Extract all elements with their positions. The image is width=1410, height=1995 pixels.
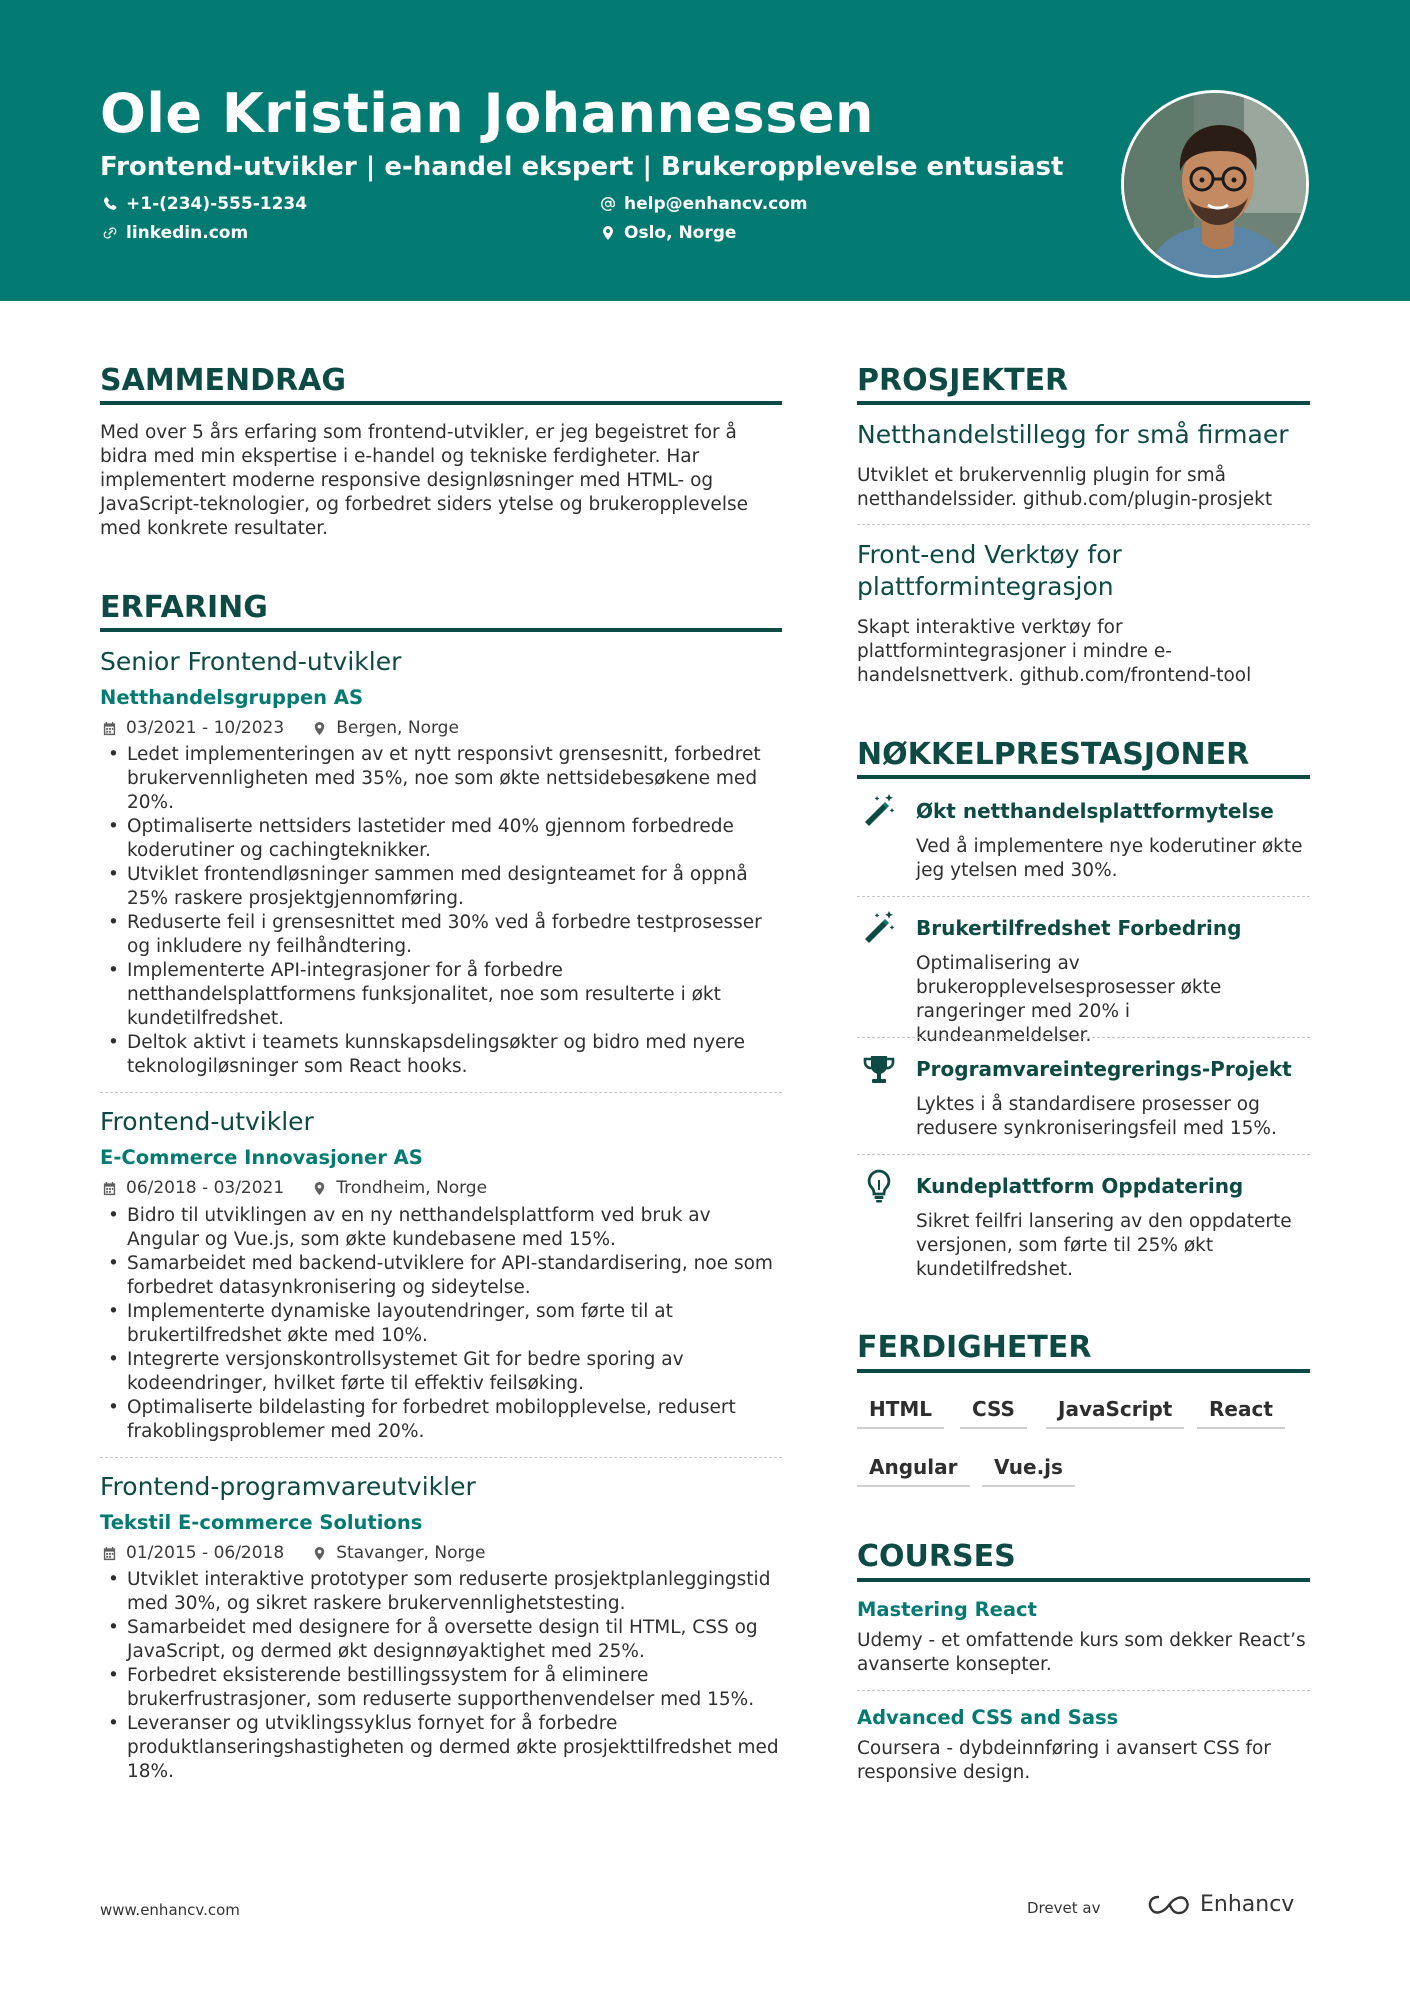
skill-tag: JavaScript <box>1046 1397 1184 1429</box>
location-pin-icon <box>312 1181 327 1196</box>
skill-tag: React <box>1197 1397 1285 1429</box>
experience-rule <box>100 628 782 632</box>
course-text: Coursera - dybdeinnføring i avansert CSS for responsive design. <box>857 1738 1271 1783</box>
job-dates: 06/2018 - 03/2021 <box>126 1178 285 1198</box>
courses-rule <box>857 1578 1310 1582</box>
list-item: • Samarbeidet med designere for å oversette design til HTML, CSS og JavaScript, og dermed økt designnøyaktighet med 25%. <box>100 1616 782 1664</box>
email-text: help@enhancv.com <box>624 194 808 214</box>
achievements-heading: NØKKELPRESTASJONER <box>857 737 1250 772</box>
contact-phone[interactable] <box>102 194 307 214</box>
contact-location <box>600 223 736 243</box>
achievement-text: Optimalisering av brukeropplevelsesprosesser økte rangeringer med 20% i kundeanmeldelser. <box>916 953 1222 1046</box>
footer-website-link[interactable]: www.enhancv.com <box>100 1901 240 1919</box>
job-title: Frontend-programvareutvikler <box>100 1472 476 1501</box>
profile-photo <box>1121 90 1309 278</box>
divider <box>857 1154 1310 1155</box>
list-item: • Optimaliserte nettsiders lastetider med 40% gjennom forbedrede koderutiner og cachingteknikker. <box>100 815 782 863</box>
achievement-title: Kundeplattform Oppdatering <box>916 1174 1244 1198</box>
job-company: Tekstil E-commerce Solutions <box>100 1511 423 1534</box>
candidate-headline: Frontend-utvikler | e-handel ekspert | Brukeropplevelse entusiast <box>100 152 1064 182</box>
achievement-text: Ved å implementere nye koderutiner økte jeg ytelsen med 30%. <box>916 836 1303 881</box>
job-bullets <box>100 1568 782 1784</box>
course-title: Advanced CSS and Sass <box>857 1706 1119 1729</box>
job-dates: 03/2021 - 10/2023 <box>126 718 285 738</box>
divider <box>857 1037 1310 1038</box>
summary-rule <box>100 401 782 405</box>
location-pin-icon <box>312 721 327 736</box>
job-meta <box>102 1543 485 1563</box>
header-banner <box>0 0 1410 301</box>
location-text: Oslo, Norge <box>624 223 737 243</box>
calendar-icon <box>102 721 117 736</box>
achievement-title: Økt netthandelsplattformytelse <box>916 799 1274 823</box>
summary-heading: SAMMENDRAG <box>100 363 346 398</box>
list-item: • Bidro til utviklingen av en ny netthandelsplattform ved bruk av Angular og Vue.js, som økte kundebasene med 15%. <box>100 1204 782 1252</box>
job-dates: 01/2015 - 06/2018 <box>126 1543 285 1563</box>
contact-email[interactable] <box>600 194 808 214</box>
experience-heading: ERFARING <box>100 590 268 625</box>
achievements-rule <box>857 775 1310 779</box>
job-bullets <box>100 1204 782 1444</box>
magic-wand-icon <box>861 909 897 945</box>
course-text: Udemy - et omfattende kurs som dekker React’s avanserte konsepter. <box>857 1630 1306 1675</box>
job-location: Stavanger, Norge <box>336 1543 486 1563</box>
list-item: • Deltok aktivt i teamets kunnskapsdelingsøkter og bidro med nyere teknologiløsninger som React hooks. <box>100 1031 782 1079</box>
divider <box>857 1690 1310 1691</box>
projects-rule <box>857 401 1310 405</box>
divider <box>857 896 1310 897</box>
projects-heading: PROSJEKTER <box>857 363 1069 398</box>
job-location: Trondheim, Norge <box>336 1178 488 1198</box>
linkedin-text: linkedin.com <box>126 223 249 243</box>
list-item: • Utviklet frontendløsninger sammen med designteamet for å oppnå 25% raskere prosjektgjennomføring. <box>100 863 782 911</box>
list-item: • Utviklet interaktive prototyper som reduserte prosjektplanleggingstid med 30%, og sikret raskere brukervennlighetstesting. <box>100 1568 782 1616</box>
project-text: Utviklet et brukervennlig plugin for små netthandelssider. github.com/plugin-prosjekt <box>857 465 1273 510</box>
calendar-icon <box>102 1181 117 1196</box>
list-item: • Ledet implementeringen av et nytt responsivt grensesnitt, forbedret brukervennligheten med 35%, noe som økte nettsidebesøkene med 20%. <box>100 743 782 815</box>
skill-tag: Angular <box>857 1455 970 1487</box>
phone-icon <box>102 196 118 212</box>
job-company: Netthandelsgruppen AS <box>100 686 363 709</box>
skill-tag: Vue.js <box>982 1455 1075 1487</box>
achievement-title: Brukertilfredshet Forbedring <box>916 916 1242 940</box>
courses-heading: COURSES <box>857 1539 1016 1574</box>
location-pin-icon <box>600 225 616 241</box>
list-item: • Forbedret eksisterende bestillingssystem for å eliminere brukerfrustrasjoner, som reduserte supporthenvendelser med 15%. <box>100 1664 782 1712</box>
location-pin-icon <box>312 1546 327 1561</box>
achievement-title: Programvareintegrerings-Projekt <box>916 1057 1292 1081</box>
phone-text: +1-(234)-555-1234 <box>126 194 308 214</box>
divider <box>857 524 1310 525</box>
enhancv-logo-icon <box>1146 1893 1192 1917</box>
job-meta <box>102 1178 487 1198</box>
list-item: • Implementerte API-integrasjoner for å forbedre netthandelsplattformens funksjonalitet, noe som resulterte i økt kundetilfredshet. <box>100 959 782 1031</box>
divider <box>100 1092 782 1093</box>
achievement-text: Sikret feilfri lansering av den oppdaterte versjonen, som førte til 25% økt kundetilfredshet. <box>916 1211 1292 1280</box>
list-item: • Implementerte dynamiske layoutendringer, som førte til at brukertilfredshet økte med 10%. <box>100 1300 782 1348</box>
list-item: • Optimaliserte bildelasting for forbedret mobilopplevelse, redusert frakoblingsproblemer med 20%. <box>100 1396 782 1444</box>
skills-rule <box>857 1369 1310 1373</box>
skills-heading: FERDIGHETER <box>857 1330 1092 1365</box>
link-icon <box>102 225 118 241</box>
summary-text: Med over 5 års erfaring som frontend-utvikler, er jeg begeistret for å bidra med min ekspertise i e-handel og tekniske ferdigheter. Har implementert moderne responsive designløsninger med HTML- og JavaScript-teknologier, og forbedret siders ytelse og brukeropplevelse med konkrete resultater. <box>100 422 748 539</box>
divider <box>100 1457 782 1458</box>
project-text: Skapt interaktive verktøy for plattformintegrasjoner i mindre e-handelsnettverk. github.com/frontend-tool <box>857 617 1252 686</box>
achievement-text: Lyktes i å standardisere prosesser og redusere synkroniseringsfeil med 15%. <box>916 1094 1277 1139</box>
calendar-icon <box>102 1546 117 1561</box>
list-item: • Reduserte feil i grensesnittet med 30% ved å forbedre testprosesser og inkludere ny feilhåndtering. <box>100 911 782 959</box>
avatar-illustration <box>1124 93 1309 278</box>
list-item: • Leveranser og utviklingssyklus fornyet for å forbedre produktlanseringshastigheten og dermed økte prosjekttilfredshet med 18%. <box>100 1712 782 1784</box>
footer-brand-logo[interactable] <box>1146 1892 1294 1917</box>
job-title: Frontend-utvikler <box>100 1107 314 1136</box>
job-title: Senior Frontend-utvikler <box>100 647 402 676</box>
lightbulb-icon <box>861 1168 897 1204</box>
project-title: Front-end Verktøy for plattformintegrasjon <box>857 540 1122 601</box>
at-sign-icon <box>600 196 616 212</box>
skill-tag: CSS <box>960 1397 1027 1429</box>
candidate-name: Ole Kristian Johannessen <box>100 82 874 145</box>
job-location: Bergen, Norge <box>336 718 459 738</box>
job-bullets <box>100 743 782 1079</box>
contact-linkedin[interactable] <box>102 223 248 243</box>
trophy-icon <box>861 1052 897 1088</box>
list-item: • Integrerte versjonskontrollsystemet Git for bedre sporing av kodeendringer, hvilket førte til effektiv feilsøking. <box>100 1348 782 1396</box>
footer-brand-name: Enhancv <box>1200 1892 1295 1917</box>
course-title: Mastering React <box>857 1598 1037 1621</box>
project-title: Netthandelstillegg for små firmaer <box>857 420 1289 449</box>
magic-wand-icon <box>861 792 897 828</box>
job-company: E-Commerce Innovasjoner AS <box>100 1146 423 1169</box>
list-item: • Samarbeidet med backend-utviklere for API-standardisering, noe som forbedret datasynkronisering og sideytelse. <box>100 1252 782 1300</box>
job-meta <box>102 718 459 738</box>
footer-powered-by: Drevet av <box>1027 1899 1101 1917</box>
skill-tag: HTML <box>857 1397 944 1429</box>
